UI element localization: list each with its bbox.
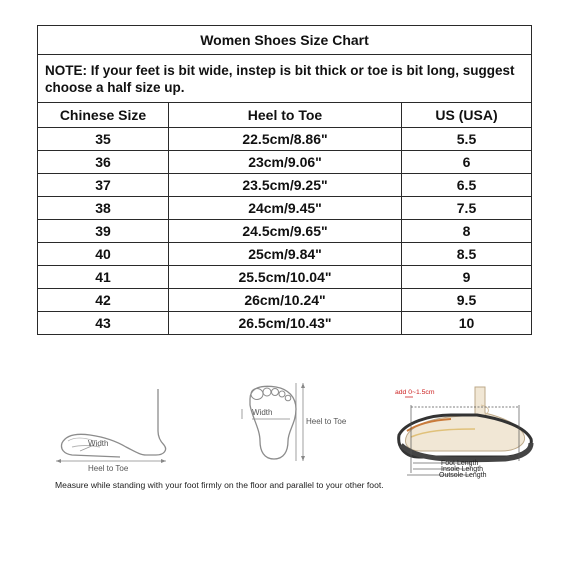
measurement-caption: Measure while standing with your foot firmly on the floor and parallel to your other foot.	[55, 480, 384, 490]
heel-to-toe-cell: 26.5cm/10.43"	[169, 312, 402, 335]
table-row	[38, 220, 532, 243]
table-row	[38, 289, 532, 312]
chinese-size-cell: 42	[38, 289, 169, 312]
table-header-row	[38, 103, 532, 128]
chinese-size-cell: 43	[38, 312, 169, 335]
us-size-cell: 6.5	[402, 174, 532, 197]
table-row	[38, 243, 532, 266]
us-size-cell: 9.5	[402, 289, 532, 312]
heel-to-toe-cell: 22.5cm/8.86"	[169, 128, 402, 151]
foot-length-label: Foot Length	[441, 460, 479, 467]
table-row	[38, 151, 532, 174]
us-size-cell: 6	[402, 151, 532, 174]
us-size-cell: 7.5	[402, 197, 532, 220]
chinese-size-cell: 40	[38, 243, 169, 266]
side-heel-to-toe-label: Heel to Toe	[88, 464, 129, 473]
us-size-cell: 5.5	[402, 128, 532, 151]
chinese-size-cell: 37	[38, 174, 169, 197]
table-row	[38, 174, 532, 197]
heel-to-toe-cell: 26cm/10.24"	[169, 289, 402, 312]
chinese-size-cell: 39	[38, 220, 169, 243]
column-header-us-size: US (USA)	[402, 103, 532, 128]
us-size-cell: 8	[402, 220, 532, 243]
add-allowance-label: add 0~1.5cm	[395, 389, 435, 396]
top-width-label: Width	[252, 408, 273, 417]
heel-to-toe-cell: 25.5cm/10.04"	[169, 266, 402, 289]
insole-length-label: Insole Length	[441, 466, 484, 473]
table-row	[38, 197, 532, 220]
us-size-cell: 10	[402, 312, 532, 335]
chinese-size-cell: 36	[38, 151, 169, 174]
column-header-chinese-size: Chinese Size	[38, 103, 169, 128]
chinese-size-cell: 35	[38, 128, 169, 151]
table-row	[38, 312, 532, 335]
heel-to-toe-cell: 24cm/9.45"	[169, 197, 402, 220]
table-row	[38, 266, 532, 289]
table-row	[38, 128, 532, 151]
us-size-cell: 8.5	[402, 243, 532, 266]
shoe-cross-section-illustration	[385, 385, 535, 480]
heel-to-toe-cell: 23cm/9.06"	[169, 151, 402, 174]
size-chart-table	[37, 25, 532, 335]
heel-to-toe-cell: 24.5cm/9.65"	[169, 220, 402, 243]
heel-to-toe-cell: 23.5cm/9.25"	[169, 174, 402, 197]
table-title: Women Shoes Size Chart	[38, 26, 532, 55]
size-note: NOTE: If your feet is bit wide, instep is bit thick or toe is bit long, suggest choose a half size up.	[38, 55, 532, 103]
heel-to-toe-cell: 25cm/9.84"	[169, 243, 402, 266]
side-width-label: Width	[88, 439, 109, 448]
top-foot-illustration	[230, 375, 360, 475]
column-header-heel-to-toe: Heel to Toe	[169, 103, 402, 128]
chinese-size-cell: 38	[38, 197, 169, 220]
chinese-size-cell: 41	[38, 266, 169, 289]
outsole-length-label: Outsole Length	[439, 472, 487, 479]
us-size-cell: 9	[402, 266, 532, 289]
side-foot-illustration	[50, 375, 180, 475]
top-heel-to-toe-label: Heel to Toe	[306, 417, 347, 426]
